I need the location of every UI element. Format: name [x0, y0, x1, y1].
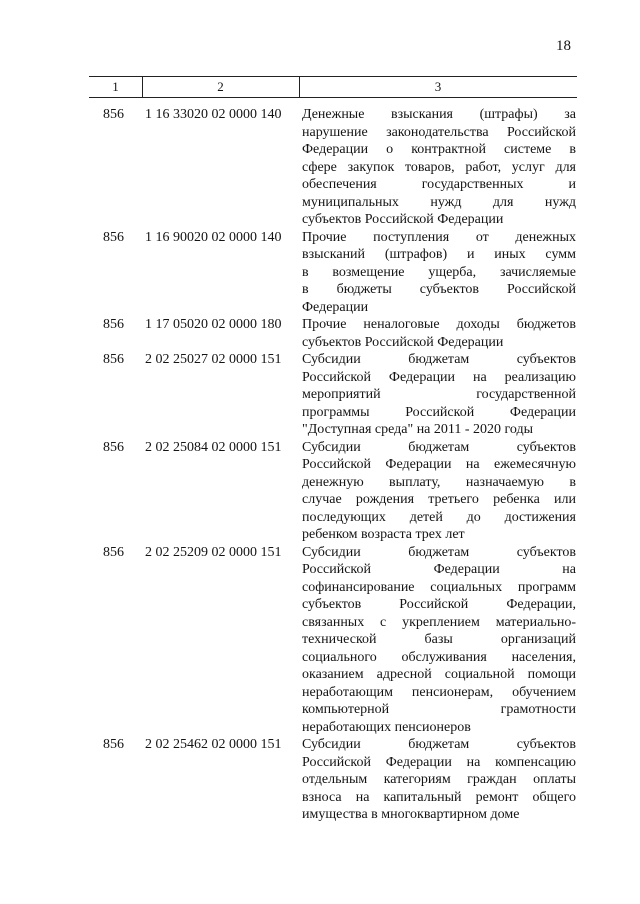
admin-code: 856: [103, 107, 124, 122]
page-number: 18: [556, 38, 571, 54]
description-line: Субсидии бюджетам субъектов: [302, 737, 576, 752]
description-line: оказанием адресной социальной помощи: [302, 667, 576, 682]
description-line: компьютерной грамотности: [302, 702, 576, 717]
description-line: ребенком возраста трех лет: [302, 527, 465, 542]
table-row: [0, 229, 640, 317]
description-line: Российской Федерации на: [302, 562, 576, 577]
table-row: [0, 316, 640, 351]
description-line: "Доступная среда" на 2011 - 2020 годы: [302, 422, 534, 437]
description-line: неработающим пенсионерам, обучением: [302, 684, 576, 700]
table-body: [0, 106, 640, 824]
budget-code: 1 16 90020 02 0000 140: [145, 229, 282, 245]
income-description: [302, 544, 576, 737]
description-line: взысканий (штрафов) и иных сумм: [302, 247, 576, 262]
description-line: технической базы организаций: [302, 632, 576, 647]
description-line: Российской Федерации на компенсацию: [302, 754, 576, 770]
description-line: Прочие неналоговые доходы бюджетов: [302, 317, 576, 332]
admin-code: 856: [103, 439, 124, 455]
income-description: [302, 106, 576, 229]
description-line: случае рождения третьего ребенка или: [302, 492, 576, 507]
income-description: [302, 439, 576, 544]
description-line: Федерации о контрактной системе в: [302, 142, 576, 157]
description-line: последующих детей до достижения: [302, 509, 576, 525]
description-line: в бюджеты субъектов Российской: [302, 282, 576, 297]
description-line: Субсидии бюджетам субъектов: [302, 544, 576, 560]
description-line: имущества в многоквартирном доме: [302, 807, 520, 822]
budget-code: 2 02 25084 02 0000 151: [145, 439, 282, 455]
description-line: в возмещение ущерба, зачисляемые: [302, 264, 576, 280]
description-line: отдельным категориям граждан оплаты: [302, 772, 576, 787]
description-line: Субсидии бюджетам субъектов: [302, 439, 576, 455]
description-line: неработающих пенсионеров: [302, 719, 471, 735]
description-line: программы Российской Федерации: [302, 404, 576, 420]
budget-code: 2 02 25462 02 0000 151: [145, 737, 282, 752]
description-line: муниципальных нужд для нужд: [302, 194, 576, 210]
description-line: Федерации: [302, 299, 369, 315]
description-line: Прочие поступления от денежных: [302, 229, 576, 245]
table-row: [0, 736, 640, 824]
description-line: связанных с укреплением материально-: [302, 614, 576, 630]
header-col-3: 3: [434, 79, 442, 94]
admin-code: 856: [103, 229, 124, 245]
header-col-2: 2: [217, 79, 224, 94]
income-description: [302, 229, 576, 317]
description-line: субъектов Российской Федерации: [302, 334, 504, 350]
description-line: социального обслуживания населения,: [302, 649, 576, 665]
description-line: софинансирование социальных программ: [302, 579, 576, 595]
description-line: Российской Федерации на реализацию: [302, 369, 576, 385]
description-line: Денежные взыскания (штрафы) за: [302, 107, 576, 122]
income-description: [302, 736, 576, 824]
table-header: [89, 76, 577, 98]
description-line: Российской Федерации на ежемесячную: [302, 457, 576, 472]
budget-code: 1 17 05020 02 0000 180: [145, 317, 282, 332]
income-description: [302, 351, 576, 439]
description-line: мероприятий государственной: [302, 387, 576, 402]
description-line: субъектов Российской Федерации,: [302, 597, 576, 612]
income-description: [302, 316, 576, 351]
admin-code: 856: [103, 317, 124, 332]
admin-code: 856: [103, 544, 124, 560]
table-row: [0, 351, 640, 439]
table-row: [0, 439, 640, 544]
header-col-1: 1: [112, 79, 119, 94]
description-line: сфере закупок товаров, работ, услуг для: [302, 159, 576, 175]
description-line: субъектов Российской Федерации: [302, 212, 504, 227]
table-row: [0, 544, 640, 737]
budget-code: 2 02 25209 02 0000 151: [145, 544, 282, 560]
description-line: обеспечения государственных и: [302, 177, 576, 192]
description-line: взноса на капитальный ремонт общего: [302, 789, 576, 805]
budget-code: 2 02 25027 02 0000 151: [145, 352, 282, 367]
description-line: Субсидии бюджетам субъектов: [302, 352, 576, 367]
admin-code: 856: [103, 737, 124, 752]
description-line: нарушение законодательства Российской: [302, 124, 576, 140]
budget-code: 1 16 33020 02 0000 140: [145, 107, 282, 122]
description-line: денежную выплату, назначаемую в: [302, 474, 576, 490]
table-row: [0, 106, 640, 229]
admin-code: 856: [103, 352, 124, 367]
